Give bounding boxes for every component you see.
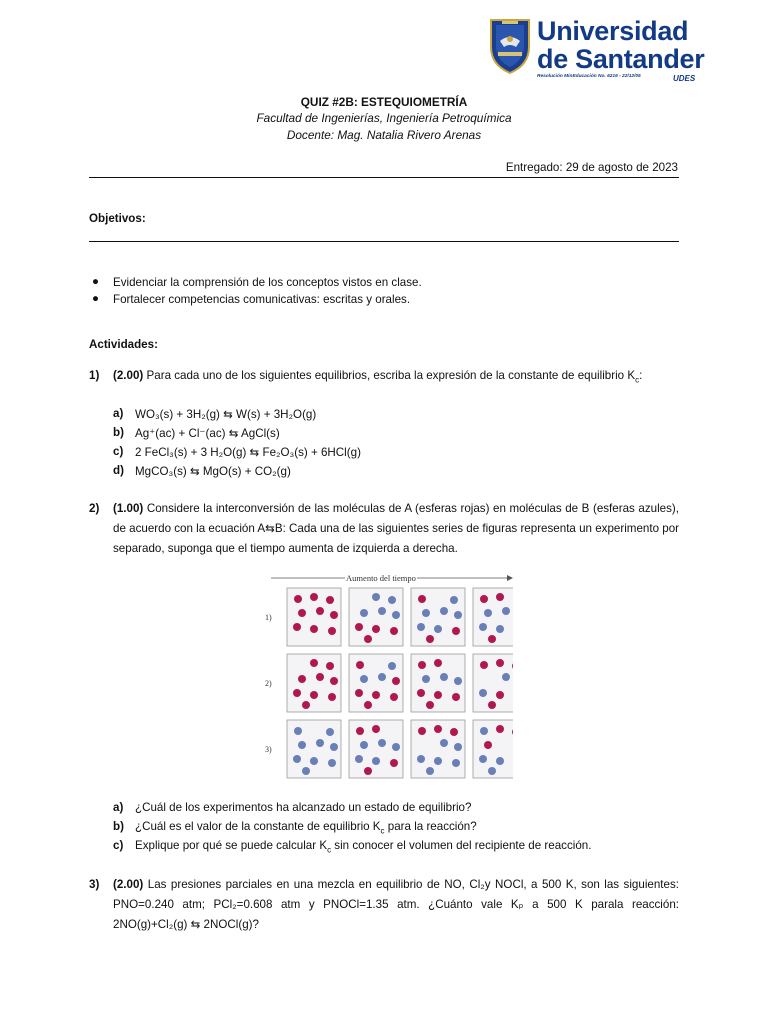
equilibrium-b: Ag⁺(ac) + Cl⁻(ac) ⇆ AgCl(s)	[135, 427, 280, 440]
molecule-a-sphere	[330, 677, 338, 685]
molecule-b-sphere	[484, 609, 492, 617]
molecule-a-sphere	[302, 701, 310, 709]
molecule-b-sphere	[294, 727, 302, 735]
molecule-a-sphere	[298, 675, 306, 683]
item-label: c)	[113, 839, 124, 852]
molecule-b-sphere	[372, 757, 380, 765]
question-points: (2.00)	[113, 369, 144, 382]
question-2c-text: Explique por qué se puede calcular K	[135, 839, 328, 852]
molecule-b-sphere	[355, 755, 363, 763]
question-2-statement	[113, 499, 679, 559]
objectives-divider	[89, 241, 679, 242]
question-text-sub: c	[635, 375, 640, 385]
molecule-a-sphere	[355, 623, 363, 631]
row-label: 2)	[265, 679, 272, 688]
molecule-a-sphere	[326, 662, 334, 670]
molecule-b-sphere	[378, 739, 386, 747]
molecule-a-sphere	[310, 659, 318, 667]
molecule-a-sphere	[496, 593, 504, 601]
molecule-a-sphere	[372, 625, 380, 633]
molecule-a-sphere	[293, 623, 301, 631]
question-2c-sub: c	[327, 845, 332, 855]
question-2c-end: sin conocer el volumen del recipiente de reacción.	[331, 839, 592, 852]
molecule-a-sphere	[496, 659, 504, 667]
molecule-a-sphere	[426, 635, 434, 643]
molecule-b-sphere	[502, 673, 510, 681]
molecule-b-sphere	[434, 625, 442, 633]
molecule-b-sphere	[426, 767, 434, 775]
molecule-a-sphere	[488, 635, 496, 643]
equilibrium-d: MgCO₃(s) ⇆ MgO(s) + CO₂(g)	[135, 465, 291, 478]
bullet-icon: ●	[92, 275, 100, 288]
question-text-end: :	[639, 369, 643, 382]
molecule-b-sphere	[440, 673, 448, 681]
molecule-b-sphere	[479, 689, 487, 697]
molecule-b-sphere	[360, 741, 368, 749]
molecule-a-sphere	[450, 728, 458, 736]
molecule-a-sphere	[496, 725, 504, 733]
item-label: d)	[113, 464, 124, 477]
molecule-a-sphere	[418, 595, 426, 603]
molecule-a-sphere	[480, 595, 488, 603]
molecule-a-sphere	[330, 611, 338, 619]
molecule-b-sphere	[422, 675, 430, 683]
molecule-b-sphere	[496, 625, 504, 633]
molecule-b-sphere	[479, 623, 487, 631]
header-divider	[89, 177, 679, 178]
question-points: (1.00)	[113, 502, 144, 515]
molecule-a-sphere	[417, 689, 425, 697]
molecule-a-sphere	[390, 627, 398, 635]
molecule-b-sphere	[454, 743, 462, 751]
delivered-date: Entregado: 29 de agosto de 2023	[505, 161, 678, 174]
molecule-b-sphere	[496, 757, 504, 765]
molecule-a-sphere	[418, 661, 426, 669]
molecule-a-sphere	[434, 691, 442, 699]
question-2b-end: para la reacción?	[384, 820, 477, 833]
molecule-b-sphere	[302, 767, 310, 775]
objectives-heading: Objetivos:	[89, 212, 146, 225]
molecule-b-sphere	[450, 596, 458, 604]
molecule-b-sphere	[310, 757, 318, 765]
molecule-b-sphere	[293, 755, 301, 763]
molecule-a-sphere	[328, 627, 336, 635]
molecule-b-sphere	[454, 677, 462, 685]
question-3-statement	[113, 875, 679, 935]
question-text: Para cada uno de los siguientes equilibrios, escriba la expresión de la constante de equilibrio K	[146, 369, 636, 382]
molecule-b-sphere	[452, 759, 460, 767]
molecule-b-sphere	[360, 675, 368, 683]
molecule-b-sphere	[316, 739, 324, 747]
molecule-a-sphere	[390, 759, 398, 767]
molecule-a-sphere	[452, 627, 460, 635]
molecule-b-sphere	[480, 727, 488, 735]
molecule-a-sphere	[355, 689, 363, 697]
university-name-line1: Universidad	[537, 16, 689, 46]
molecule-b-sphere	[479, 755, 487, 763]
objective-item: Fortalecer competencias comunicativas: escritas y orales.	[113, 293, 411, 306]
quiz-title: QUIZ #2B: ESTEQUIOMETRÍA	[300, 95, 468, 109]
molecule-a-sphere	[480, 661, 488, 669]
molecule-a-sphere	[310, 625, 318, 633]
molecule-b-sphere	[392, 611, 400, 619]
molecule-experiment-figure	[265, 572, 513, 784]
molecule-a-sphere	[328, 693, 336, 701]
molecule-a-sphere	[484, 741, 492, 749]
equilibrium-c: 2 FeCl₃(s) + 3 H₂O(g) ⇆ Fe₂O₃(s) + 6HCl(g)	[135, 446, 361, 459]
question-2b	[135, 820, 477, 835]
molecule-a-sphere	[426, 701, 434, 709]
molecule-a-sphere	[452, 693, 460, 701]
molecule-b-sphere	[298, 741, 306, 749]
item-label: b)	[113, 426, 124, 439]
question-number: 3)	[89, 878, 100, 891]
objective-item: Evidenciar la comprensión de los conceptos vistos en clase.	[113, 276, 422, 289]
molecule-b-sphere	[440, 739, 448, 747]
molecule-b-sphere	[502, 607, 510, 615]
molecule-a-sphere	[293, 689, 301, 697]
molecule-a-sphere	[364, 701, 372, 709]
udes-abbrev: UDES	[673, 74, 696, 83]
molecule-b-sphere	[330, 743, 338, 751]
question-number: 2)	[89, 502, 100, 515]
question-2b-sub: c	[380, 826, 385, 836]
question-number: 1)	[89, 369, 100, 382]
molecule-a-sphere	[356, 661, 364, 669]
molecule-a-sphere	[356, 727, 364, 735]
university-shield-logo	[488, 17, 532, 75]
molecule-a-sphere	[316, 607, 324, 615]
molecule-b-sphere	[440, 607, 448, 615]
university-name-line2: de Santander	[537, 44, 705, 74]
molecule-b-sphere	[434, 757, 442, 765]
resolution-text: Resolución MinEducación No. 6216 - 22/12/05	[537, 74, 641, 79]
molecule-a-sphere	[326, 596, 334, 604]
molecule-b-sphere	[454, 611, 462, 619]
question-2b-text: ¿Cuál es el valor de la constante de equilibrio K	[135, 820, 381, 833]
molecule-a-sphere	[364, 635, 372, 643]
teacher-line: Docente: Mag. Natalia Rivero Arenas	[286, 128, 482, 142]
molecule-b-sphere	[417, 755, 425, 763]
molecule-b-sphere	[488, 767, 496, 775]
molecule-a-sphere	[294, 595, 302, 603]
molecule-a-sphere	[488, 701, 496, 709]
molecule-a-sphere	[310, 593, 318, 601]
activities-heading: Actividades:	[89, 338, 158, 351]
molecule-b-sphere	[422, 609, 430, 617]
molecule-a-sphere	[316, 673, 324, 681]
molecule-a-sphere	[390, 693, 398, 701]
molecule-b-sphere	[388, 662, 396, 670]
item-label: b)	[113, 820, 124, 833]
question-2a: ¿Cuál de los experimentos ha alcanzado un estado de equilibrio?	[135, 801, 472, 814]
molecule-b-sphere	[417, 623, 425, 631]
molecule-a-sphere	[298, 609, 306, 617]
molecule-b-sphere	[392, 743, 400, 751]
time-arrow-head	[507, 575, 513, 581]
molecule-b-sphere	[328, 759, 336, 767]
molecule-b-sphere	[360, 609, 368, 617]
molecule-b-sphere	[378, 607, 386, 615]
item-label: a)	[113, 801, 124, 814]
faculty-line: Facultad de Ingenierías, Ingeniería Petroquímica	[256, 111, 512, 125]
question-points: (2.00)	[113, 878, 144, 891]
molecule-b-sphere	[378, 673, 386, 681]
molecule-b-sphere	[326, 728, 334, 736]
molecule-b-sphere	[372, 593, 380, 601]
item-label: c)	[113, 445, 124, 458]
row-label: 3)	[265, 745, 272, 754]
molecule-a-sphere	[434, 659, 442, 667]
molecule-a-sphere	[434, 725, 442, 733]
molecule-a-sphere	[496, 691, 504, 699]
question-text: Las presiones parciales en una mezcla en equilibrio de NO, Cl₂y NOCl, a 500 K, son las siguientes: PNO=0.240 atm; PCl₂=0.608 atm y PNOCl=1.35 atm. ¿Cuánto vale Kₚ a 500 K parala reacción: 2NO(g)+Cl₂(g) ⇆ 2NOCl(g)?	[113, 878, 679, 931]
molecule-b-sphere	[388, 596, 396, 604]
molecule-a-sphere	[364, 767, 372, 775]
question-2c	[135, 839, 591, 854]
molecule-a-sphere	[372, 691, 380, 699]
question-text: Considere la interconversión de las moléculas de A (esferas rojas) en moléculas de B (esferas azules), de acuerdo con la ecuación A⇆B: Cada una de las siguientes series de figuras representa un experimento por separado, suponga que el tiempo aumenta de izquierda a derecha.	[113, 502, 679, 555]
equilibrium-a: WO₃(s) + 3H₂(g) ⇆ W(s) + 3H₂O(g)	[135, 408, 317, 421]
item-label: a)	[113, 407, 124, 420]
time-label: Aumento del tiempo	[346, 573, 416, 583]
molecule-a-sphere	[372, 725, 380, 733]
bullet-icon: ●	[92, 292, 100, 305]
row-label: 1)	[265, 613, 272, 622]
question-1-statement	[113, 369, 642, 384]
molecule-a-sphere	[418, 727, 426, 735]
molecule-a-sphere	[310, 691, 318, 699]
molecule-a-sphere	[392, 677, 400, 685]
